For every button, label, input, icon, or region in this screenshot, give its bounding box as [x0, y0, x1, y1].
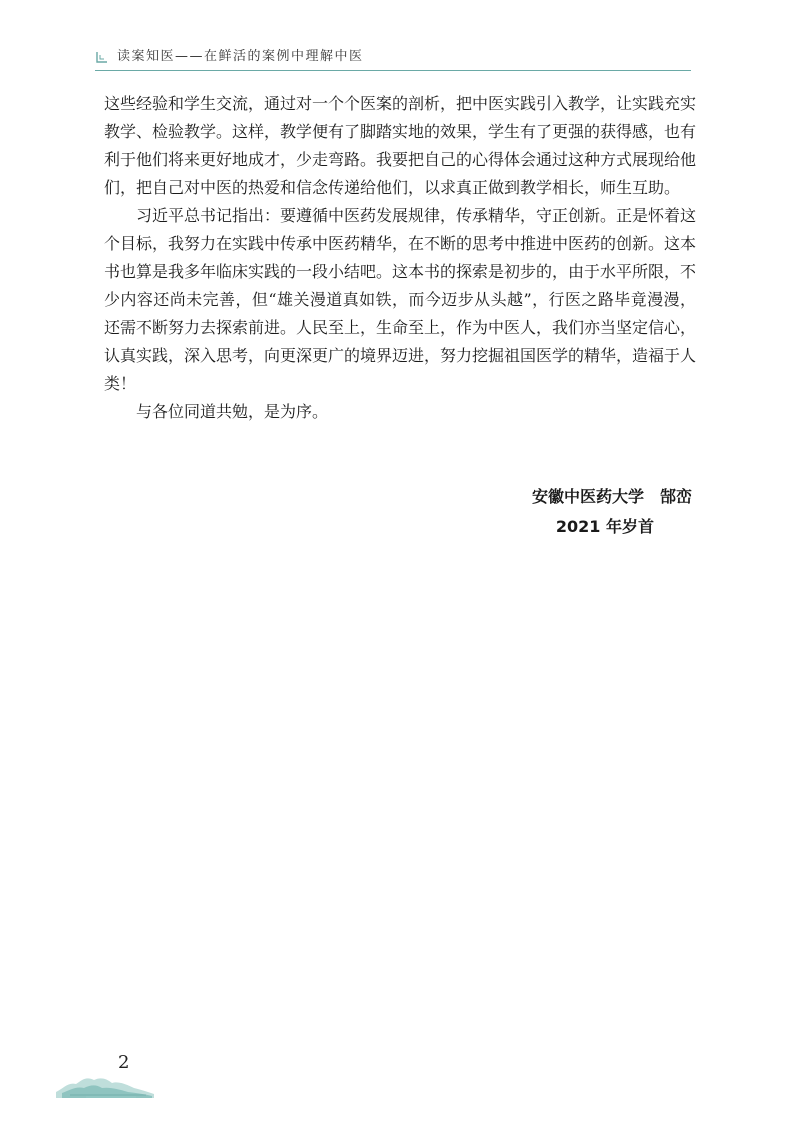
signature-author: 安徽中医药大学 郜峦 [531, 487, 692, 506]
signature-block [532, 482, 692, 542]
mountain-landscape-icon [56, 1068, 154, 1098]
paragraph-2: 习近平总书记指出：要遵循中医药发展规律，传承精华，守正创新。正是怀着这个目标，我努力在实践中传承中医药精华，在不断的思考中推进中医药的创新。这本书也算是我多年临床实践的一段小结吧。这本书的探索是初步的，由于水平所限，不少内容还尚未完善，但“雄关漫道真如铁，而今迈步从头越”，行医之路毕竟漫漫，还需不断努力去探索前进。人民至上，生命至上，作为中医人，我们亦当坚定信心，认真实践，深入思考，向更深更广的境界迈进，努力挖掘祖国医学的精华，造福于人类！ [104, 206, 697, 393]
corner-bracket-icon [95, 50, 109, 64]
paragraph-3: 与各位同道共勉，是为序。 [136, 402, 329, 421]
paragraph-1: 这些经验和学生交流，通过对一个个医案的剖析，把中医实践引入教学，让实践充实教学、检验教学。这样，教学便有了脚踏实地的效果，学生有了更强的获得感，也有利于他们将来更好地成才，少走弯路。我要把自己的心得体会通过这种方式展现给他们，把自己对中医的热爱和信念传递给他们，以求真正做到教学相长，师生互助。 [104, 94, 697, 197]
page-number: 2 [118, 1052, 130, 1073]
page-footer [56, 1052, 156, 1102]
preface-body [104, 90, 696, 426]
signature-date: 2021 年岁首 [555, 517, 654, 536]
running-header-title: 读案知医——在鲜活的案例中理解中医 [117, 49, 364, 64]
page-header [95, 48, 691, 71]
